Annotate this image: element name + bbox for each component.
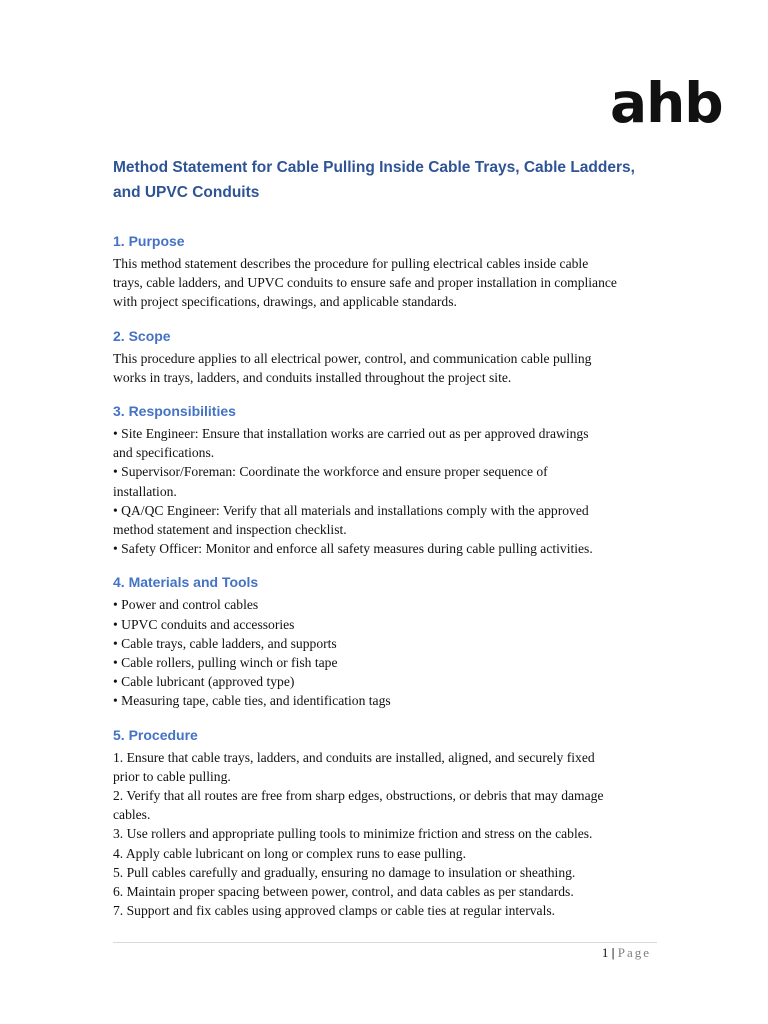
text-line: • Supervisor/Foreman: Coordinate the workforce and ensure proper sequence of — [113, 464, 548, 480]
text-line: • Cable trays, cable ladders, and supports — [113, 635, 337, 651]
text-line: • Measuring tape, cable ties, and identification tags — [113, 693, 391, 709]
document-sections — [113, 231, 673, 920]
text-line: 2. Verify that all routes are free from sharp edges, obstructions, or debris that may damage — [113, 788, 604, 804]
document-title — [113, 155, 673, 205]
text-line: This procedure applies to all electrical power, control, and communication cable pulling — [113, 350, 592, 366]
text-line: 4. Apply cable lubricant on long or complex runs to ease pulling. — [113, 845, 466, 861]
text-line: • Cable lubricant (approved type) — [113, 674, 295, 690]
text-line: 5. Pull cables carefully and gradually, ensuring no damage to insulation or sheathing. — [113, 864, 576, 880]
text-line: trays, cable ladders, and UPVC conduits to ensure safe and proper installation in compliance — [113, 275, 617, 291]
section-body — [113, 424, 673, 558]
text-line: • Power and control cables — [113, 597, 259, 613]
section-body — [113, 254, 673, 312]
section-heading: 4. Materials and Tools — [113, 574, 259, 591]
text-line: installation. — [113, 483, 177, 499]
section-heading: 2. Scope — [113, 327, 171, 344]
text-line: • UPVC conduits and accessories — [113, 616, 295, 632]
page-number: 1 — [601, 945, 609, 960]
text-line: 1. Ensure that cable trays, ladders, and conduits are installed, aligned, and securely fixed — [113, 749, 595, 765]
text-line: • Safety Officer: Monitor and enforce all safety measures during cable pulling activities. — [113, 541, 593, 557]
text-line: • Cable rollers, pulling winch or fish tape — [113, 655, 338, 671]
section-body — [113, 349, 673, 387]
text-line: 7. Support and fix cables using approved clamps or cable ties at regular intervals. — [113, 903, 556, 919]
section-body — [113, 748, 673, 921]
document-title-line: Method Statement for Cable Pulling Inside Cable Trays, Cable Ladders, — [113, 159, 635, 176]
footer-divider — [113, 942, 657, 943]
section-heading: 3. Responsibilities — [113, 403, 236, 420]
page-footer — [602, 944, 651, 962]
section-heading: 1. Purpose — [113, 233, 185, 249]
footer-separator: | — [611, 945, 615, 960]
text-line: 6. Maintain proper spacing between power, control, and data cables as per standards. — [113, 884, 574, 900]
text-line: works in trays, ladders, and conduits installed throughout the project site. — [113, 369, 512, 385]
document-content — [113, 155, 673, 934]
text-line: method statement and inspection checklist. — [113, 522, 347, 538]
text-line: prior to cable pulling. — [113, 768, 231, 784]
company-logo: ahb — [610, 71, 723, 135]
document-title-line: and UPVC Conduits — [113, 184, 260, 201]
text-line: 3. Use rollers and appropriate pulling tools to minimize friction and stress on the cables. — [113, 826, 593, 842]
text-line: • QA/QC Engineer: Verify that all materials and installations comply with the approved — [113, 502, 589, 518]
section-heading: 5. Procedure — [113, 726, 198, 743]
text-line: with project specifications, drawings, and applicable standards. — [113, 294, 457, 310]
text-line: This method statement describes the procedure for pulling electrical cables inside cable — [113, 256, 589, 271]
text-line: cables. — [113, 807, 151, 823]
section-body — [113, 595, 673, 710]
text-line: • Site Engineer: Ensure that installation works are carried out as per approved drawings — [113, 426, 589, 442]
page-label: Page — [617, 945, 651, 960]
text-line: and specifications. — [113, 445, 215, 461]
